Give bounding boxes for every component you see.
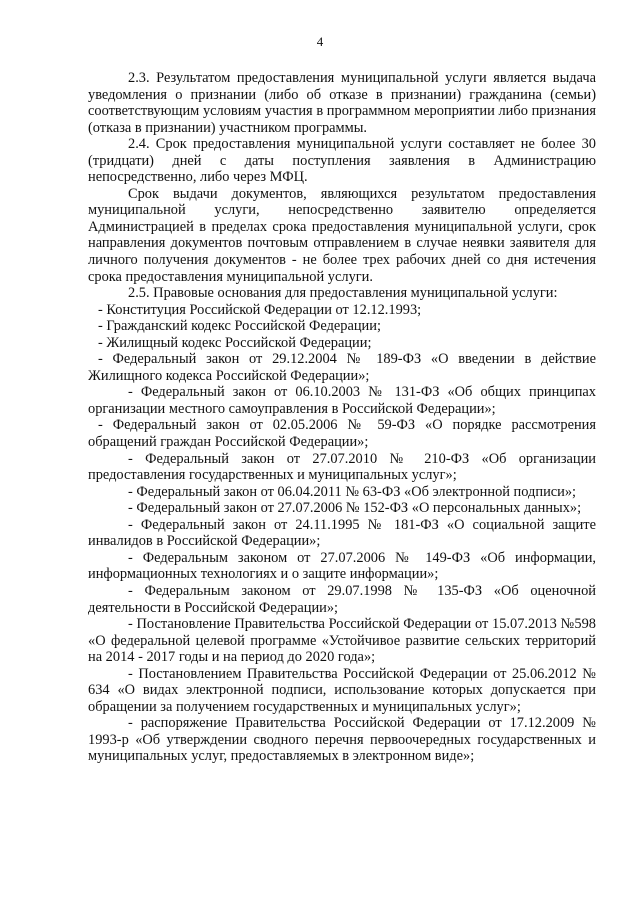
legal-basis-item: - Конституция Российской Федерации от 12.12.1993; [98,301,422,318]
legal-basis-item: - Жилищный кодекс Российской Федерации; [98,334,372,351]
legal-basis-item: - Федеральным законом от 27.07.2006 № 149-ФЗ «Об информации, информационных технологиях и о защите информации»; [88,549,596,583]
legal-basis-item: - Федеральный закон от 24.11.1995 № 181-ФЗ «О социальной защите инвалидов в Российской Федерации»; [88,516,596,550]
page-number: 4 [316,34,324,49]
legal-basis-item: - Постановлением Правительства Российской Федерации от 25.06.2012 № 634 «О видах электронной подписи, использование которых допускается при обращении за получением государственных и муниципальных услуг»; [88,665,596,715]
legal-basis-item: - Постановление Правительства Российской Федерации от 15.07.2013 №598 «О федеральной целевой программе «Устойчивое развитие сельских территорий на 2014 - 2017 годы и на период до 2020 года»; [88,616,596,666]
paragraph-document-issue-term: Срок выдачи документов, являющихся результатом предоставления муниципальной услуги, непосредственно заявителю определяется Администрацией в пределах срока предоставления муниципальной услуги, срок направления документов почтовым отправлением в случае неявки заявителя для личного получения документов - не более трех рабочих дней со дня истечения срока предоставления муниципальной услуги. [88,185,596,285]
legal-basis-item: - Федеральный закон от 06.04.2011 № 63-ФЗ «Об электронной подписи»; [128,483,577,500]
document-body [88,70,596,765]
legal-basis-item: - Гражданский кодекс Российской Федерации; [98,318,381,335]
legal-basis-item: - Федеральный закон от 02.05.2006 № 59-ФЗ «О порядке рассмотрения обращений граждан Российской Федерации»; [88,417,596,451]
paragraph-2-5: 2.5. Правовые основания для предоставления муниципальной услуги: [128,285,558,302]
legal-basis-item: - распоряжение Правительства Российской Федерации от 17.12.2009 № 1993-р «Об утверждении сводного перечня первоочередных государственных и муниципальных услуг, предоставляемых в электронном виде»; [88,715,596,765]
legal-basis-item: - Федеральным законом от 29.07.1998 № 135-ФЗ «Об оценочной деятельности в Российской Федерации»; [88,582,596,616]
legal-basis-item: - Федеральный закон от 29.12.2004 № 189-ФЗ «О введении в действие Жилищного кодекса Российской Федерации»; [88,351,596,384]
legal-basis-item: - Федеральный закон от 27.07.2010 № 210-ФЗ «Об организации предоставления государственных и муниципальных услуг»; [88,450,596,484]
legal-basis-item: - Федеральный закон от 27.07.2006 № 152-ФЗ «О персональных данных»; [128,500,582,517]
legal-basis-item: - Федеральный закон от 06.10.2003 № 131-ФЗ «Об общих принципах организации местного самоуправления в Российской Федерации»; [88,384,596,417]
paragraph-2-3: 2.3. Результатом предоставления муниципальной услуги является выдача уведомления о признании (либо об отказе в признании) гражданина (семьи) соответствующим условиям участия в программном мероприятии либо признания (отказа в признании) участником программы. [88,70,596,136]
paragraph-2-4: 2.4. Срок предоставления муниципальной услуги составляет не более 30 (тридцати) дней с даты поступления заявления в Администрацию непосредственно, либо через МФЦ. [88,136,596,186]
